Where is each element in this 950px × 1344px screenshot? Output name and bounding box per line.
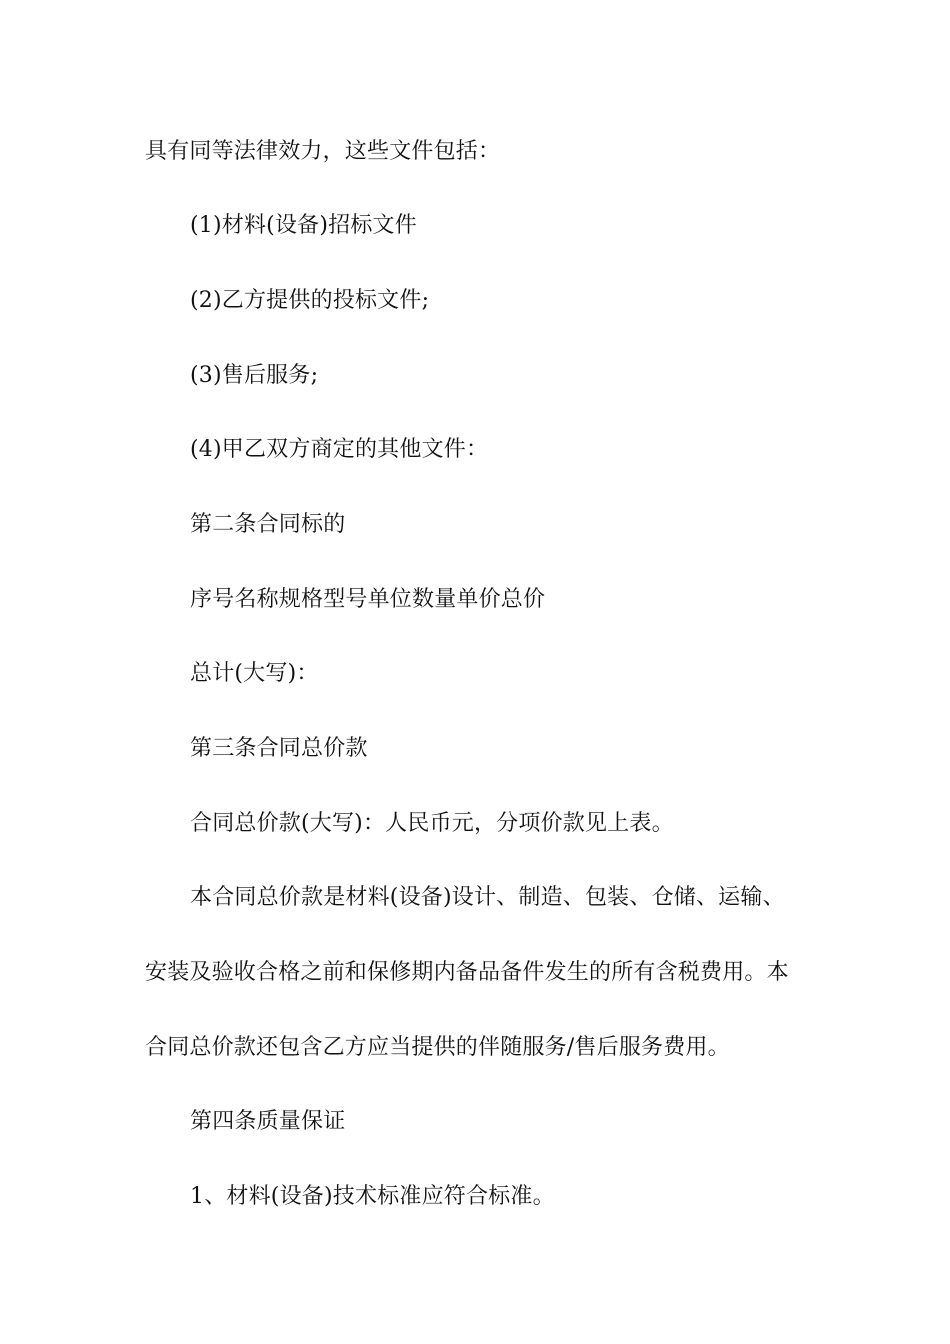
section-heading-article-3: 第三条合同总价款	[190, 736, 368, 761]
paragraph-total-price: 合同总价款(大写)：人民币元，分项价款见上表。	[190, 811, 674, 836]
list-item-bid-docs: (2)乙方提供的投标文件;	[190, 288, 430, 313]
list-item-technical-standard: 1、材料(设备)技术标准应符合标准。	[190, 1184, 555, 1209]
list-item-after-sales: (3)售后服务;	[190, 363, 319, 388]
list-item-other-docs: (4)甲乙双方商定的其他文件：	[190, 437, 489, 462]
total-line: 总计(大写)：	[190, 661, 319, 686]
section-heading-article-4: 第四条质量保证	[190, 1109, 346, 1134]
list-item-tender-docs: (1)材料(设备)招标文件	[190, 213, 417, 238]
section-heading-article-2: 第二条合同标的	[190, 512, 346, 537]
paragraph-price-scope-line-3: 合同总价款还包含乙方应当提供的伴随服务/售后服务费用。	[145, 1035, 730, 1060]
paragraph-price-scope-line-2: 安装及验收合格之前和保修期内备品备件发生的所有含税费用。本	[145, 960, 789, 985]
text-line-effect-clause: 具有同等法律效力，这些文件包括：	[145, 139, 501, 164]
table-header-line: 序号名称规格型号单位数量单价总价	[190, 587, 546, 612]
paragraph-price-scope-line-1: 本合同总价款是材料(设备)设计、制造、包装、仓储、运输、	[190, 885, 785, 910]
